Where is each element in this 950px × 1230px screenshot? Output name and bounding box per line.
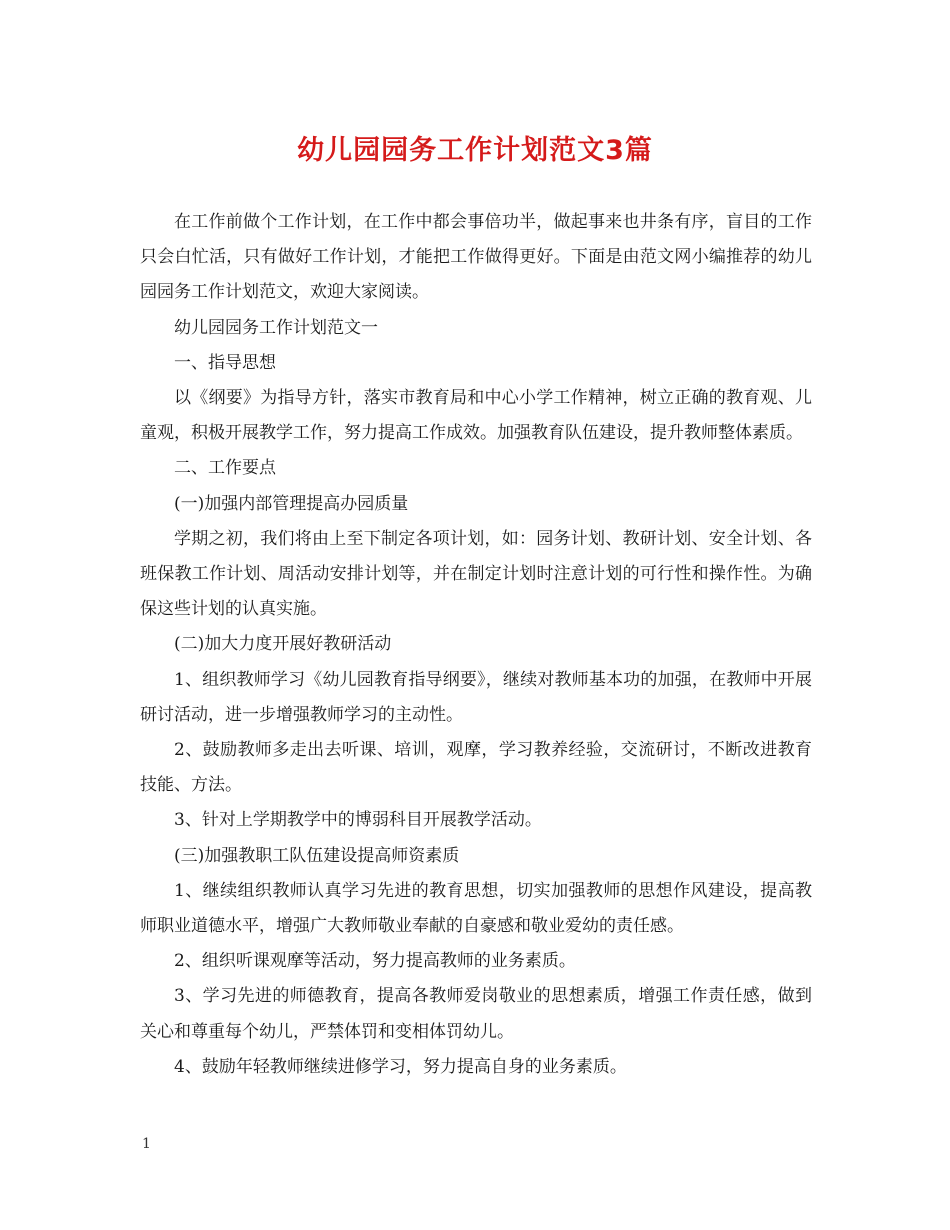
section-heading: 二、工作要点 (174, 458, 276, 479)
page-number: 1 (142, 1136, 151, 1152)
list-item: 2、鼓励教师多走出去听课、培训，观摩，学习教养经验，交流研讨，不断改进教育技能、方法。 (140, 740, 812, 796)
paragraph: 以《纲要》为指导方针，落实市教育局和中心小学工作精神，树立正确的教育观、儿童观，积极开展教学工作，努力提高工作成效。加强教育队伍建设，提升教师整体素质。 (140, 388, 812, 444)
subsection-heading: (二)加大力度开展好教研活动 (174, 634, 392, 655)
list-item: 1、组织教师学习《幼儿园教育指导纲要》，继续对教师基本功的加强，在教师中开展研讨活动，进一步增强教师学习的主动性。 (140, 669, 812, 725)
document-body (140, 205, 812, 1085)
paragraph: 在工作前做个工作计划，在工作中都会事倍功半，做起事来也井条有序，盲目的工作只会白忙活，只有做好工作计划，才能把工作做得更好。下面是由范文网小编推荐的幼儿园园务工作计划范文，欢迎大家阅读。 (140, 212, 812, 303)
section-heading: 幼儿园园务工作计划范文一 (174, 317, 378, 338)
section-heading: 一、指导思想 (174, 352, 276, 373)
subsection-heading: (三)加强教职工队伍建设提高师资素质 (174, 845, 460, 866)
list-item: 3、针对上学期教学中的博弱科目开展教学活动。 (174, 810, 542, 831)
document-title: 幼儿园园务工作计划范文3篇 (297, 135, 653, 166)
paragraph: 学期之初，我们将由上至下制定各项计划，如：园务计划、教研计划、安全计划、各班保教工作计划、周活动安排计划等，并在制定计划时注意计划的可行性和操作性。为确保这些计划的认真实施。 (140, 528, 812, 620)
list-item: 2、组织听课观摩等活动，努力提高教师的业务素质。 (174, 951, 576, 972)
list-item: 3、学习先进的师德教育，提高各教师爱岗敬业的思想素质，增强工作责任感，做到关心和尊重每个幼儿，严禁体罚和变相体罚幼儿。 (140, 986, 812, 1042)
list-item: 4、鼓励年轻教师继续进修学习，努力提高自身的业务素质。 (174, 1056, 627, 1077)
list-item: 1、继续组织教师认真学习先进的教育思想，切实加强教师的思想作风建设，提高教师职业道德水平，增强广大教师敬业奉献的自豪感和敬业爱幼的责任感。 (140, 880, 812, 937)
subsection-heading: (一)加强内部管理提高办园质量 (174, 493, 409, 514)
